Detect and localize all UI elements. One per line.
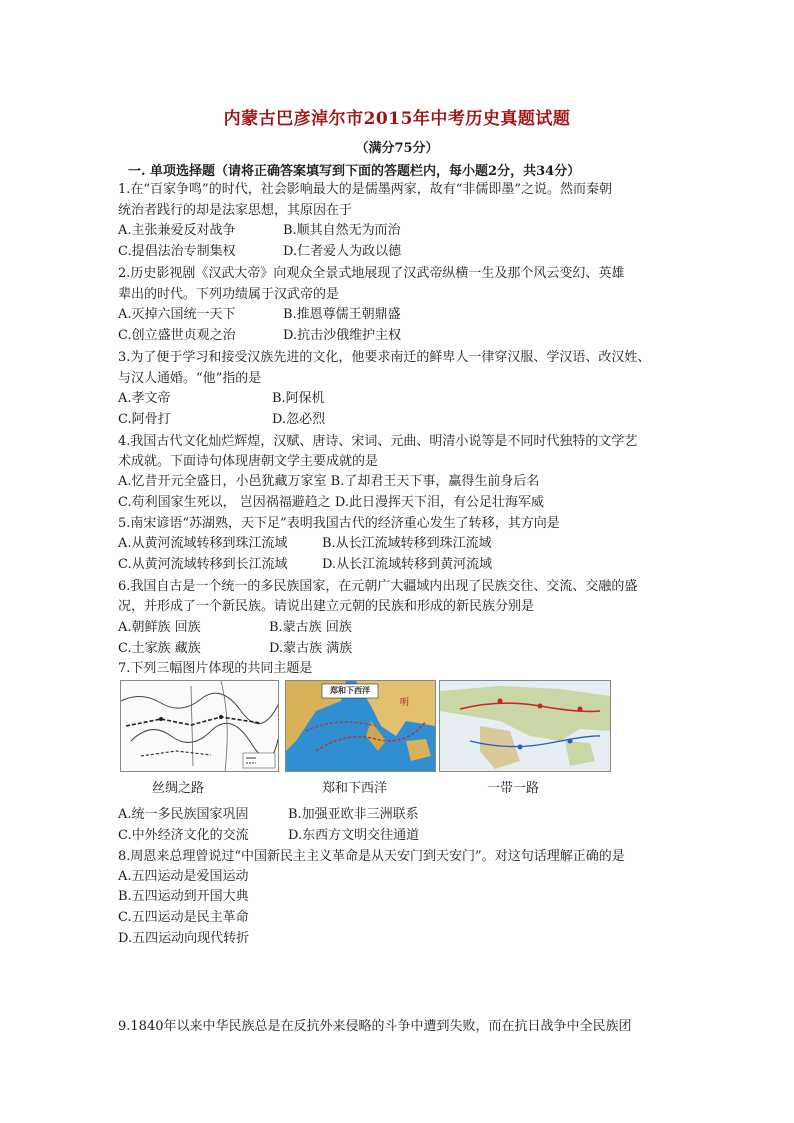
q5-stem-line1: 5.南宋谚语“苏湖熟，天下足”表明我国古代的经济重心发生了转移，其方向是 — [118, 516, 560, 531]
q3-stem-line1: 3.为了便于学习和接受汉族先进的文化，他要求南迁的鲜卑人一律穿汉服、学汉语、改汉姓、 — [118, 350, 651, 365]
q7-option-d: D.东西方文明交往通道 — [288, 828, 420, 843]
q4-stem-line1: 4.我国古代文化灿烂辉煌，汉赋、唐诗、宋词、元曲、明清小说等是不同时代独特的文学艺 — [118, 434, 638, 449]
q8-option-b: B.五四运动到开国大典 — [118, 889, 249, 904]
silk-road-map-drawing — [121, 681, 278, 771]
q8-option-c: C.五四运动是民主革命 — [118, 910, 249, 925]
q5-option-d: D.从长江流域转移到黄河流域 — [322, 557, 493, 572]
q8-stem-line1: 8.周恩来总理曾说过“中国新民主主义革命是从天安门到天安门”。对这句话理解正确的是 — [118, 849, 625, 864]
q1-option-b: B.顺其自然无为而治 — [283, 223, 401, 238]
q8-option-a: A.五四运动是爱国运动 — [118, 869, 249, 884]
q7-option-b: B.加强亚欧非三洲联系 — [288, 807, 419, 822]
q6-option-b: B.蒙古族 回族 — [269, 620, 352, 635]
q3-stem-line2: 与汉人通婚。“他”指的是 — [118, 371, 262, 386]
q6-stem-line2: 况，并形成了一个新民族。请说出建立元朝的民族和形成的新民族分别是 — [118, 599, 535, 614]
q6-stem-line1: 6.我国自古是一个统一的多民族国家，在元朝广大疆域内出现了民族交往、交流、交融的盛 — [118, 579, 638, 594]
q2-option-c: C.创立盛世贞观之治 — [118, 328, 236, 343]
full-score: （满分75分） — [355, 141, 439, 156]
q5-option-b: B.从长江流域转移到珠江流域 — [322, 536, 492, 551]
page-title: 内蒙古巴彦淖尔市2015年中考历史真题试题 — [223, 109, 571, 129]
q3-option-c: C.阿骨打 — [118, 412, 171, 427]
q1-option-a: A.主张兼爱反对战争 — [118, 223, 236, 238]
q4-options-ab: A.忆昔开元全盛日，小邑犹藏万家室 B.了却君王天下事，赢得生前身后名 — [118, 474, 540, 489]
caption-belt-road: 一带一路 — [487, 781, 540, 796]
q2-option-d: D.抗击沙俄维护主权 — [283, 328, 402, 343]
belt-road-map-drawing — [440, 681, 610, 771]
q2-option-b: B.推恩尊儒王朝鼎盛 — [283, 307, 401, 322]
q1-stem-line2: 统治者践行的却是法家思想，其原因在于 — [118, 203, 353, 218]
q4-options-cd: C.苟利国家生死以， 岂因祸福避趋之 D.此日漫挥天下泪，有公足壮海军威 — [118, 495, 544, 510]
q6-option-c: C.土家族 藏族 — [118, 641, 201, 656]
q3-option-b: B.阿保机 — [272, 391, 325, 406]
q5-option-a: A.从黄河流域转移到珠江流域 — [118, 536, 288, 551]
q7-option-c: C.中外经济文化的交流 — [118, 828, 249, 843]
q8-option-d: D.五四运动向现代转折 — [118, 931, 250, 946]
zheng-he-map-ming-label: 明 — [400, 698, 410, 708]
caption-zheng-he: 郑和下西洋 — [322, 781, 388, 796]
q2-stem-line2: 辈出的时代。下列功绩属于汉武帝的是 — [118, 287, 340, 302]
q3-option-a: A.孝文帝 — [118, 391, 171, 406]
q1-option-c: C.提倡法治专制集权 — [118, 244, 236, 259]
q1-stem-line1: 1.在“百家争鸣”的时代，社会影响最大的是儒墨两家，故有“非儒即墨”之说。然而秦朝 — [118, 182, 612, 197]
q4-stem-line2: 术成就。下面诗句体现唐朝文学主要成就的是 — [118, 454, 379, 469]
caption-silk-road: 丝绸之路 — [152, 781, 205, 796]
q6-option-a: A.朝鲜族 回族 — [118, 620, 201, 635]
section-heading: 一. 单项选择题（请将正确答案填写到下面的答题栏内，每小题2分，共34分） — [128, 164, 581, 179]
zheng-he-map — [285, 680, 436, 772]
q9-stem-line1: 9.1840年以来中华民族总是在反抗外来侵略的斗争中遭到失败，而在抗日战争中全民族团 — [118, 1019, 632, 1034]
q1-option-d: D.仁者爱人为政以德 — [283, 244, 402, 259]
q3-option-d: D.忽必烈 — [272, 412, 326, 427]
q6-option-d: D.蒙古族 满族 — [269, 641, 353, 656]
silk-road-map — [120, 680, 279, 772]
belt-road-map — [439, 680, 611, 772]
q7-option-a: A.统一多民族国家巩固 — [118, 807, 249, 822]
q5-option-c: C.从黄河流域转移到长江流域 — [118, 557, 288, 572]
q7-map-figures — [118, 680, 618, 772]
q2-option-a: A.灭掉六国统一天下 — [118, 307, 236, 322]
q2-stem-line1: 2.历史影视剧《汉武大帝》向观众全景式地展现了汉武帝纵横一生及那个风云变幻、英雄 — [118, 266, 625, 281]
q7-stem-line1: 7.下列三幅图片体现的共同主题是 — [118, 661, 313, 676]
zheng-he-map-badge: 郑和下西洋 — [330, 686, 370, 695]
